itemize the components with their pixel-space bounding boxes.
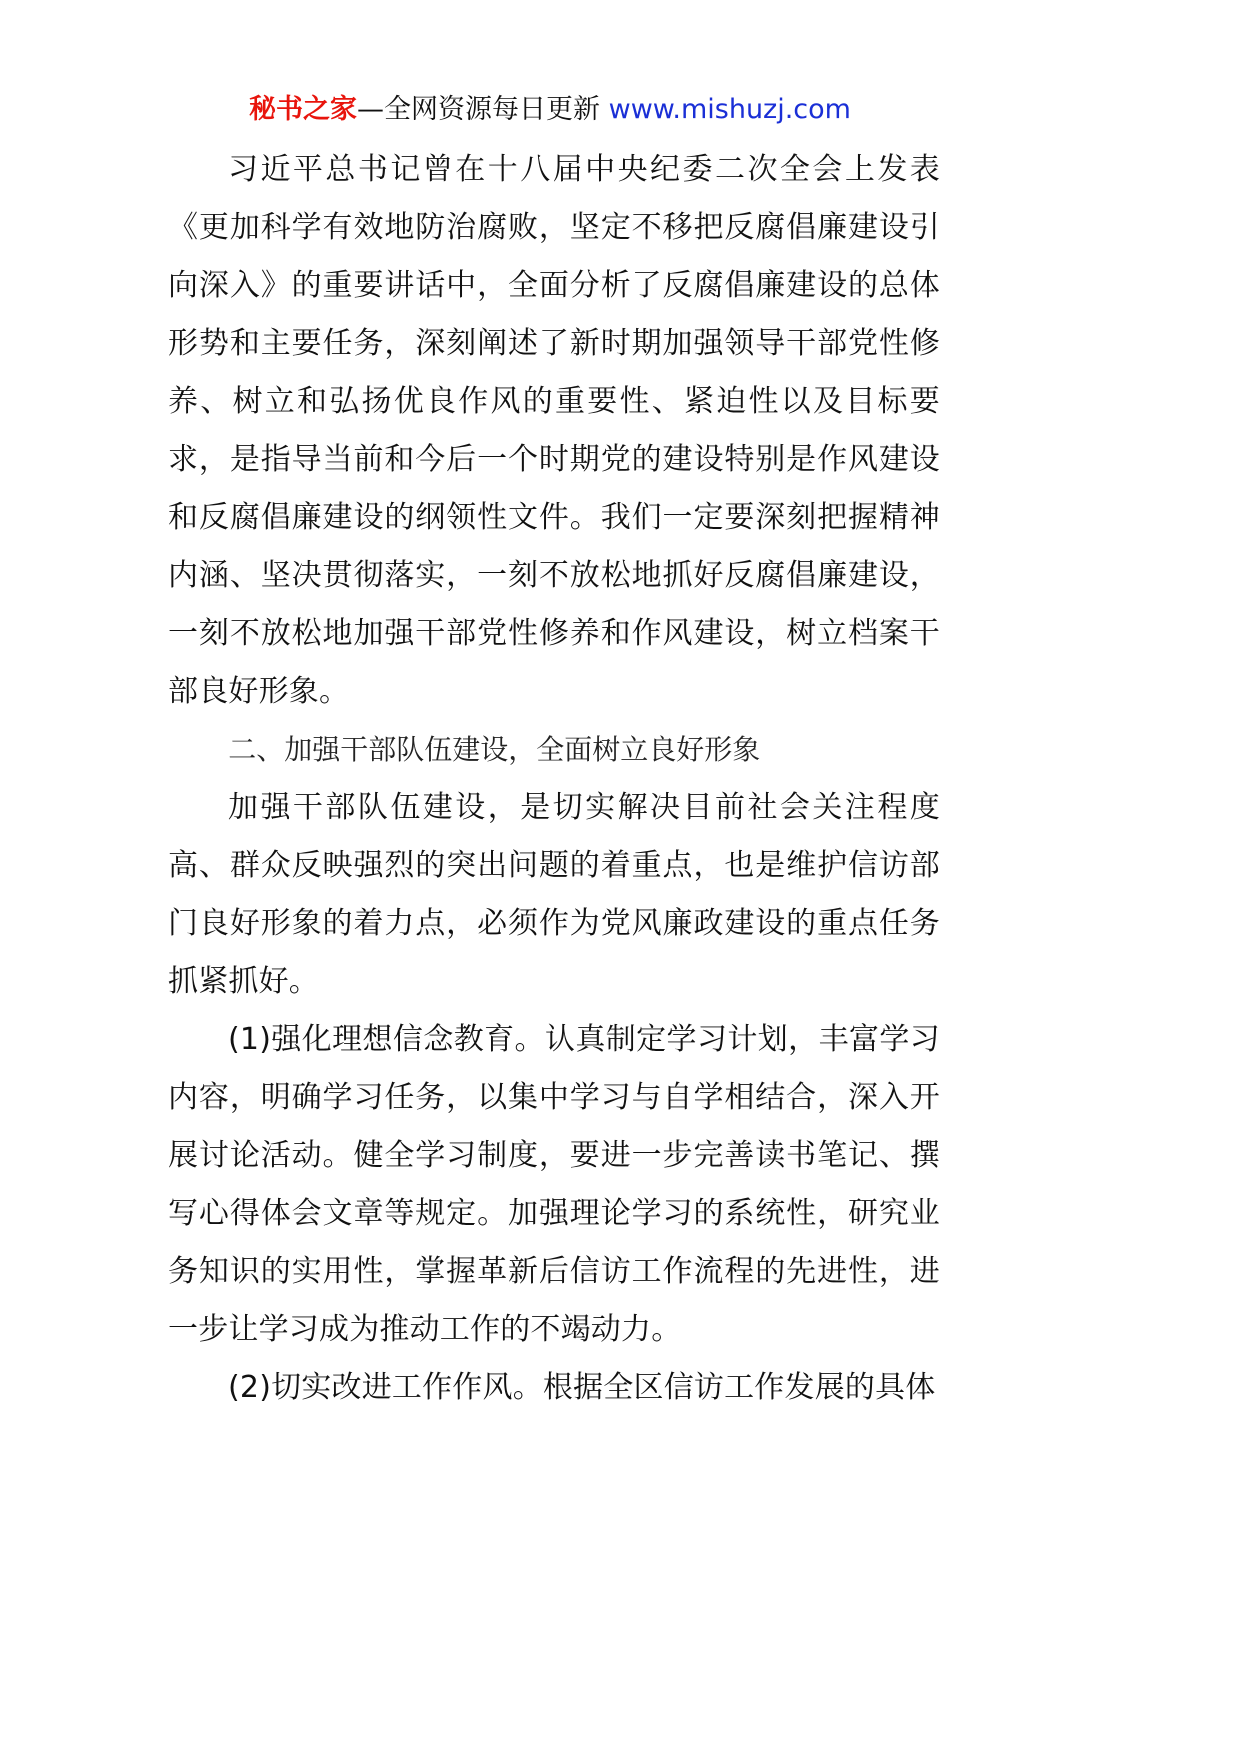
paragraph-team-building: 加强干部队伍建设，是切实解决目前社会关注程度高、群众反映强烈的突出问题的着重点，也是维护信访部门良好形象的着力点，必须作为党风廉政建设的重点任务抓紧抓好。 — [168, 790, 940, 999]
site-header — [0, 88, 1100, 132]
paragraph-intro: 习近平总书记曾在十八届中央纪委二次全会上发表《更加科学有效地防治腐败，坚定不移把反腐倡廉建设引向深入》的重要讲话中，全面分析了反腐倡廉建设的总体形势和主要任务，深刻阐述了新时期加强领导干部党性修养、树立和弘扬优良作风的重要性、紧迫性以及目标要求，是指导当前和今后一个时期党的建设特别是作风建设和反腐倡廉建设的纲领性文件。我们一定要深刻把握精神内涵、坚决贯彻落实，一刻不放松地抓好反腐倡廉建设，一刻不放松地加强干部党性修养和作风建设，树立档案干部良好形象。 — [168, 152, 940, 709]
brand-name: 秘书之家 — [249, 94, 358, 125]
site-url: www.mishuzj.com — [608, 94, 851, 125]
paragraph-work-style: (2)切实改进工作作风。根据全区信访工作发展的具体 — [228, 1370, 936, 1405]
paragraph-ideals-education: (1)强化理想信念教育。认真制定学习计划，丰富学习内容，明确学习任务，以集中学习与自学相结合，深入开展讨论活动。健全学习制度，要进一步完善读书笔记、撰写心得体会文章等规定。加强理论学习的系统性，研究业务知识的实用性，掌握革新后信访工作流程的先进性，进一步让学习成为推动工作的不竭动力。 — [168, 1022, 940, 1347]
document-body — [168, 141, 940, 1417]
header-slogan: —全网资源每日更新 — [357, 94, 601, 125]
section-heading: 二、加强干部队伍建设，全面树立良好形象 — [228, 733, 761, 766]
